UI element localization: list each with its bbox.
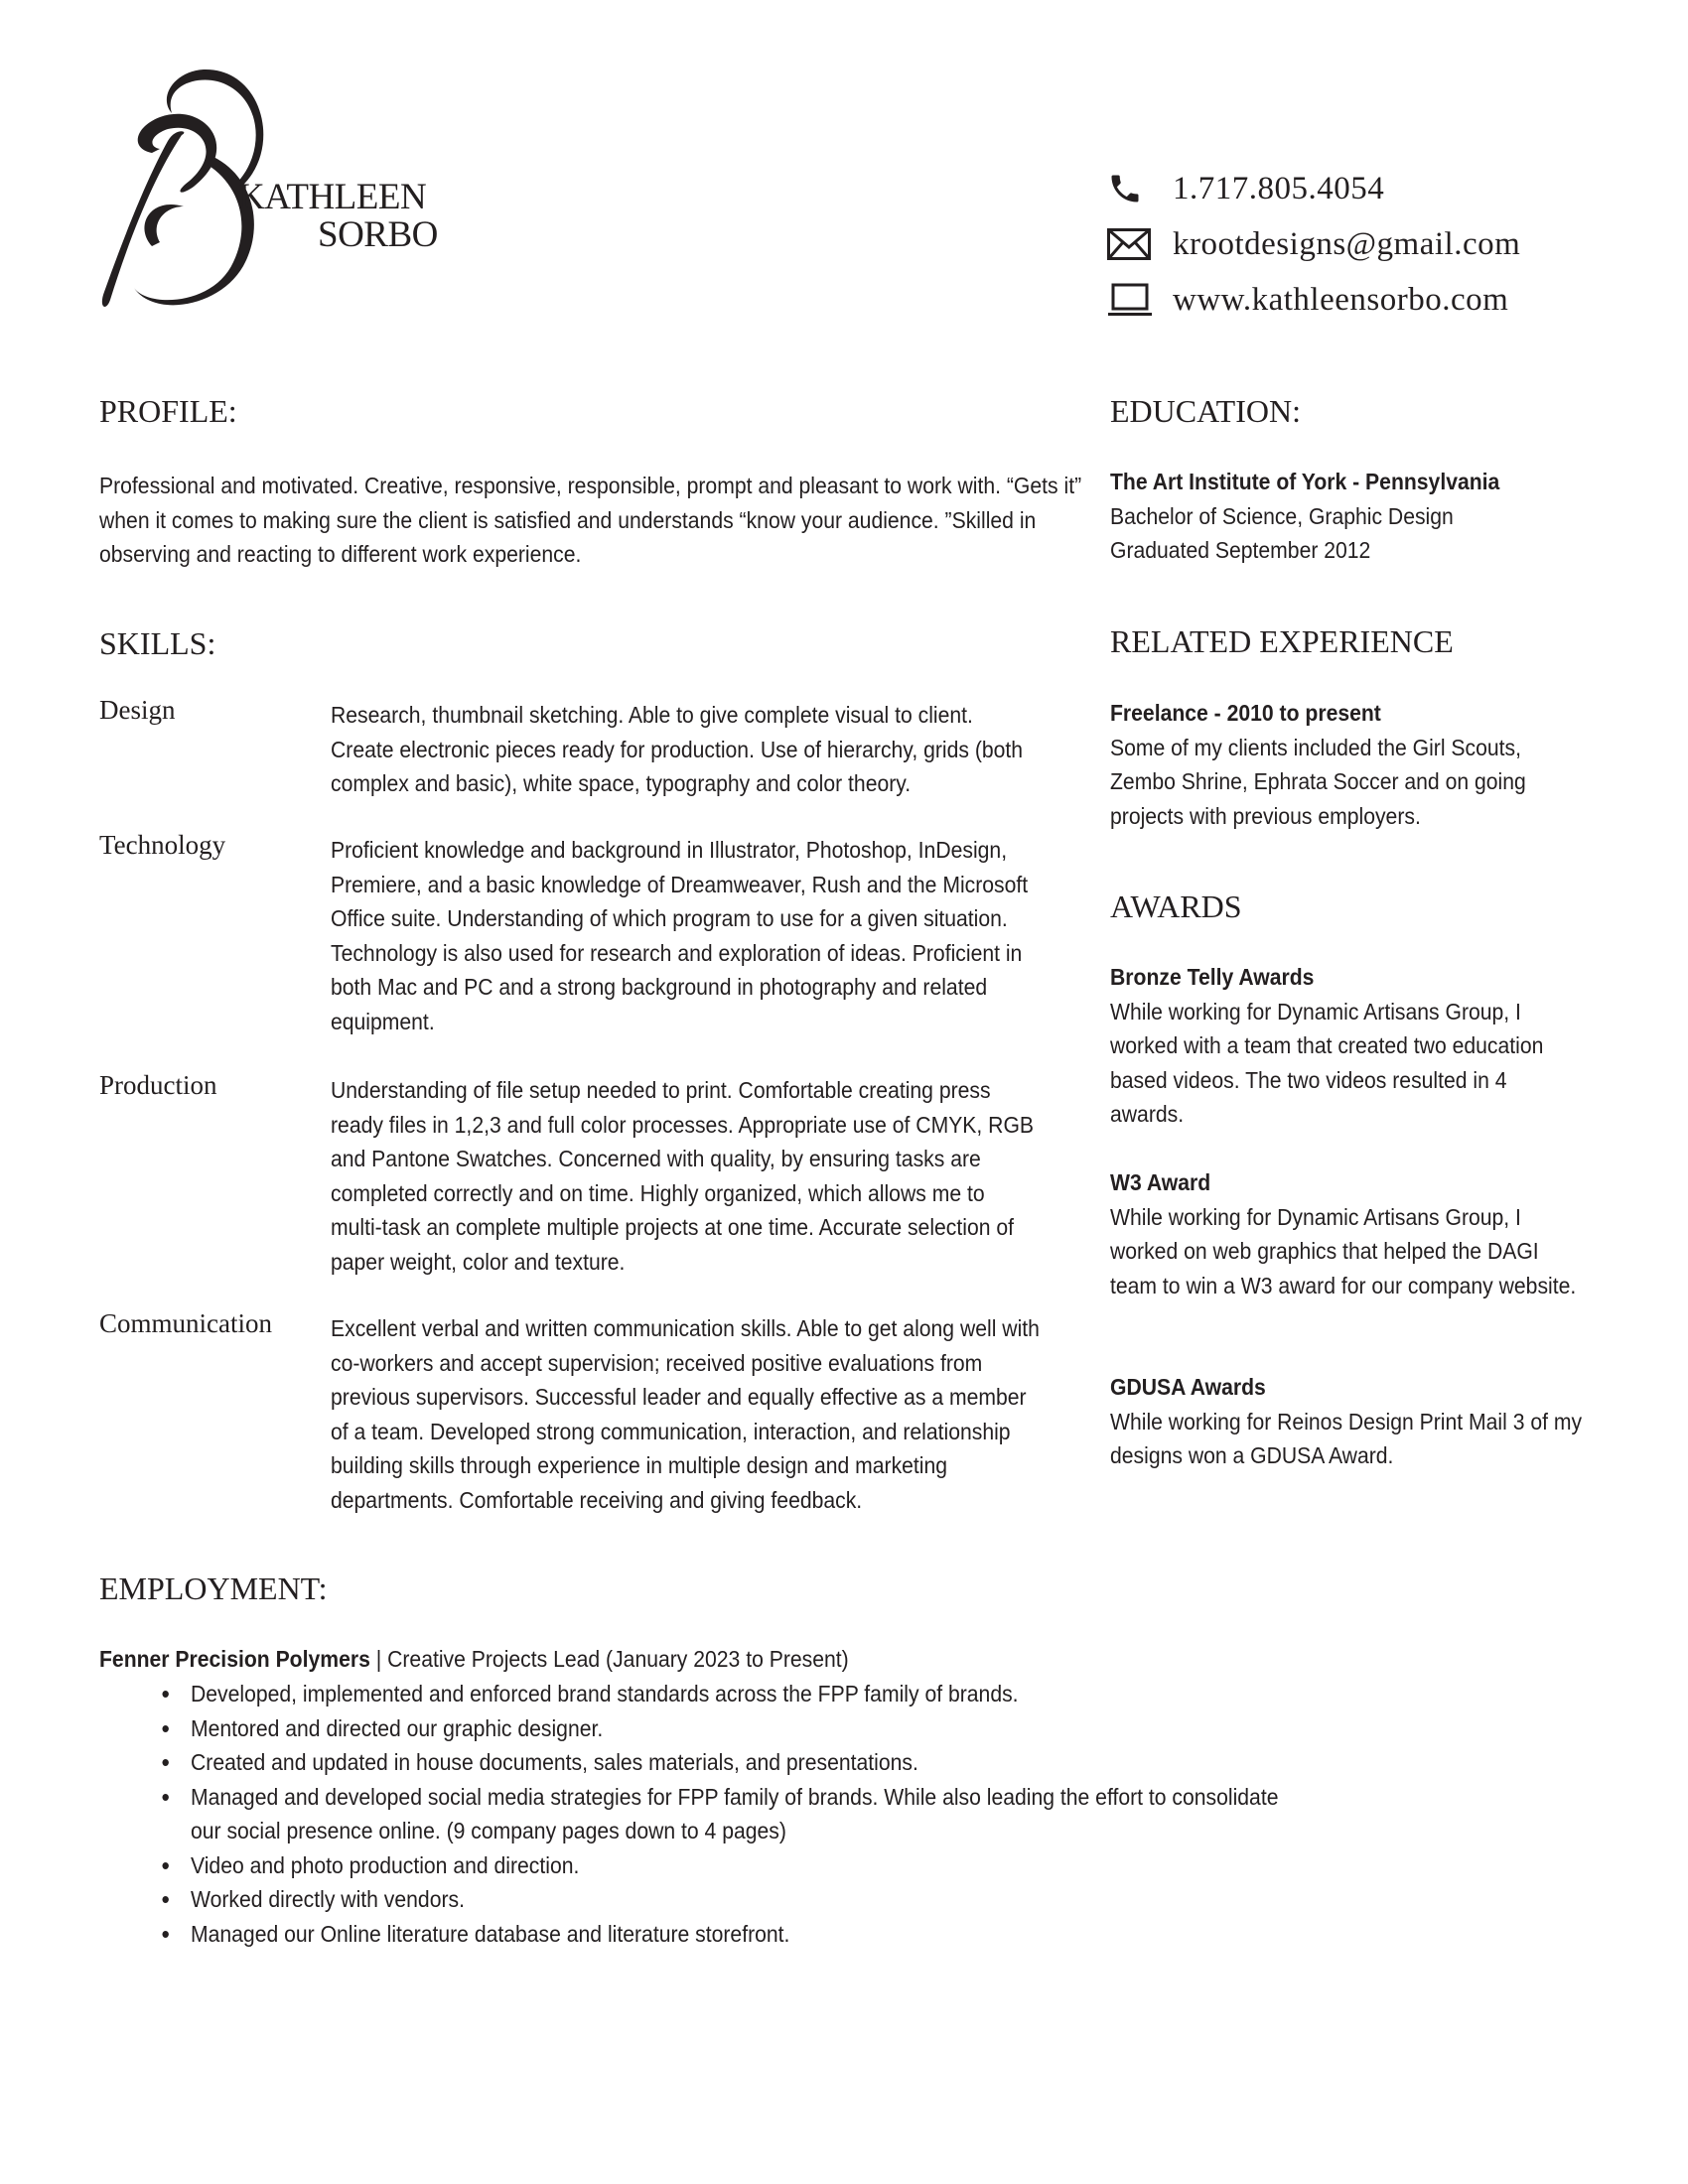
last-name: SORBO [318,214,438,255]
skills-heading: SKILLS: [99,625,216,661]
list-item: • Video and photo production and direction. [99,1848,1396,1883]
contact-email [1107,222,1520,266]
skill-label-technology: Technology [99,830,226,860]
list-item: • Managed our Online literature database and literature storefront. [99,1917,1396,1952]
employment-heading: EMPLOYMENT: [99,1570,328,1606]
laptop-icon [1107,280,1153,320]
award-text: While working for Reinos Design Print Mail 3 of my designs won a GDUSA Award. [1110,1408,1583,1468]
skill-label-production: Production [99,1070,217,1100]
job-role: | Creative Projects Lead (January 2023 to Present) [369,1646,849,1672]
related-experience-text: Some of my clients included the Girl Scouts, Zembo Shrine, Ephrata Soccer and on going projects with previous employers. [1110,734,1526,829]
award-text: While working for Dynamic Artisans Group, I worked with a team that created two education based videos. The two videos resulted in 4 awards. [1110,998,1544,1127]
first-name: KATHLEEN [238,177,427,217]
skill-text-design: Research, thumbnail sketching. Able to give complete visual to client. Create electronic pieces ready for production. Use of hierarchy, grids (both complex and basic), white space, typography and color theory. [331,702,1024,796]
contact-website [1107,278,1508,322]
related-experience-heading: RELATED EXPERIENCE [1110,623,1454,659]
list-item: • Developed, implemented and enforced brand standards across the FPP family of brands. [99,1677,1396,1711]
list-item: • Created and updated in house documents, sales materials, and presentations. [99,1745,1396,1780]
skill-text-production: Understanding of file setup needed to print. Comfortable creating press ready files in 1,2,3 and full color processes. Appropriate use of CMYK, RGB and Pantone Swatches. Concerned with quality, by ensuring tasks are completed correctly and on time. Highly organized, which allows me to multi-task an complete multiple projects at one time. Accurate selection of paper weight, color and texture. [331,1077,1035,1275]
skill-label-communication: Communication [99,1308,272,1338]
award-title: W3 Award [1110,1169,1211,1195]
contact-phone [1107,167,1384,210]
education-degree: Bachelor of Science, Graphic Design [1110,502,1454,529]
phone-number[interactable]: 1.717.805.4054 [1173,170,1385,206]
award-text: While working for Dynamic Artisans Group, I worked on web graphics that helped the DAGI team to win a W3 award for our company website. [1110,1203,1577,1298]
list-item: • Mentored and directed our graphic designer. [99,1711,1396,1746]
skill-text-technology: Proficient knowledge and background in Illustrator, Photoshop, InDesign, Premiere, and a basic knowledge of Dreamweaver, Rush and the Microsoft Office suite. Understanding of which program to use for a given situation. Technology is also used for research and exploration of ideas. Proficient in both Mac and PC and a strong background in photography and related equipment. [331,837,1029,1034]
award-title: GDUSA Awards [1110,1374,1266,1400]
award-gdusa [1110,1370,1585,1473]
awards-heading: AWARDS [1110,888,1242,924]
list-item: • Worked directly with vendors. [99,1882,1396,1917]
envelope-icon [1107,224,1153,264]
job-header [99,1642,849,1677]
related-experience-block [1110,696,1585,833]
skill-label-design: Design [99,695,176,725]
skill-text-communication: Excellent verbal and written communication skills. Able to get along well with co-workers and accept supervision; received positive evaluations from previous supervisors. Successful leader and equally effective as a member of a team. Developed strong communication, interaction, and relationship building skills through experience in multiple design and marketing departments. Comfortable receiving and giving feedback. [331,1315,1040,1513]
job-company: Fenner Precision Polymers [99,1646,370,1672]
education-block [1110,465,1585,568]
profile-text: Professional and motivated. Creative, responsive, responsible, prompt and pleasant to work with. “Gets it” when it comes to making sure the client is satisfied and understands “know your audience. ”Skilled in observing and reacting to different work experience. [99,473,1082,567]
email-address[interactable]: krootdesigns@gmail.com [1173,225,1521,262]
job-bullets [99,1677,1396,1951]
related-experience-title: Freelance - 2010 to present [1110,700,1381,726]
profile-heading: PROFILE: [99,393,237,429]
list-item: • Managed and developed social media strategies for FPP family of brands. While also leading the effort to consolidate our social presence online. (9 company pages down to 4 pages) [99,1780,1315,1848]
award-bronze-telly [1110,960,1585,1132]
education-graduated: Graduated September 2012 [1110,537,1371,563]
award-title: Bronze Telly Awards [1110,964,1315,990]
website-url[interactable]: www.kathleensorbo.com [1173,281,1509,318]
education-heading: EDUCATION: [1110,393,1301,429]
education-school: The Art Institute of York - Pennsylvania [1110,469,1500,494]
phone-icon [1107,169,1153,208]
award-w3 [1110,1165,1585,1302]
